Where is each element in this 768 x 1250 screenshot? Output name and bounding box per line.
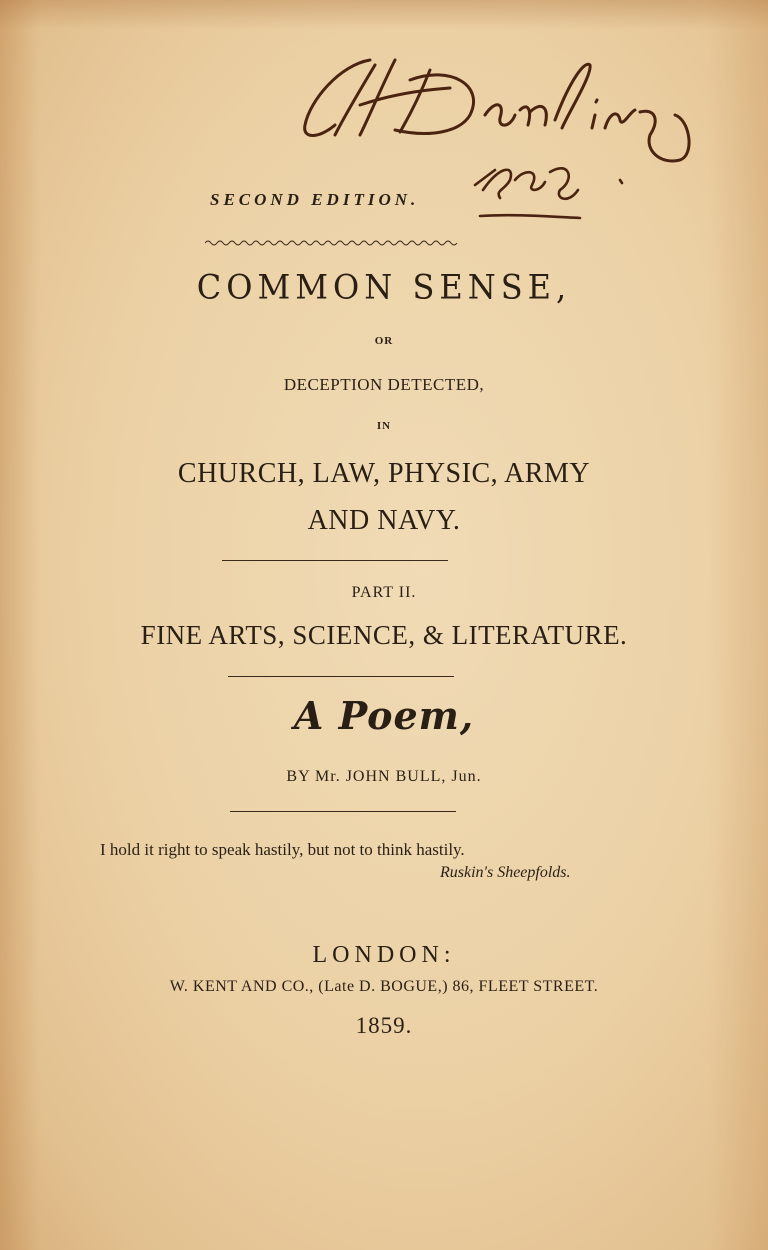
subjects-line-2: AND NAVY. bbox=[307, 505, 461, 536]
conjunction-or: OR bbox=[374, 335, 394, 347]
part-title: FINE ARTS, SCIENCE, & LITERATURE. bbox=[140, 620, 628, 650]
page-stain bbox=[0, 0, 768, 30]
author-line: BY Mr. JOHN BULL, Jun. bbox=[286, 768, 482, 785]
part-number: PART II. bbox=[351, 584, 417, 601]
book-title: COMMON SENSE, bbox=[196, 267, 572, 307]
divider-rule bbox=[230, 811, 456, 812]
epigraph-attribution: Ruskin's Sheepfolds. bbox=[440, 864, 571, 881]
imprint-city: LONDON: bbox=[312, 942, 456, 968]
subtitle: DECEPTION DETECTED, bbox=[283, 375, 485, 394]
subjects-line-1: CHURCH, LAW, PHYSIC, ARMY bbox=[177, 458, 591, 489]
divider-rule bbox=[222, 560, 448, 561]
imprint-year: 1859. bbox=[355, 1013, 413, 1038]
conjunction-in: IN bbox=[376, 420, 392, 432]
poem-label: A Poem, bbox=[293, 693, 475, 738]
imprint-publisher: W. KENT AND CO., (Late D. BOGUE,) 86, FLEET STREET. bbox=[169, 978, 599, 995]
ornamental-wavy-rule bbox=[205, 238, 460, 248]
epigraph-quote: I hold it right to speak hastily, but not to think hastily. bbox=[100, 840, 465, 859]
edition-label: SECOND EDITION. bbox=[210, 190, 420, 209]
divider-rule bbox=[228, 676, 454, 677]
